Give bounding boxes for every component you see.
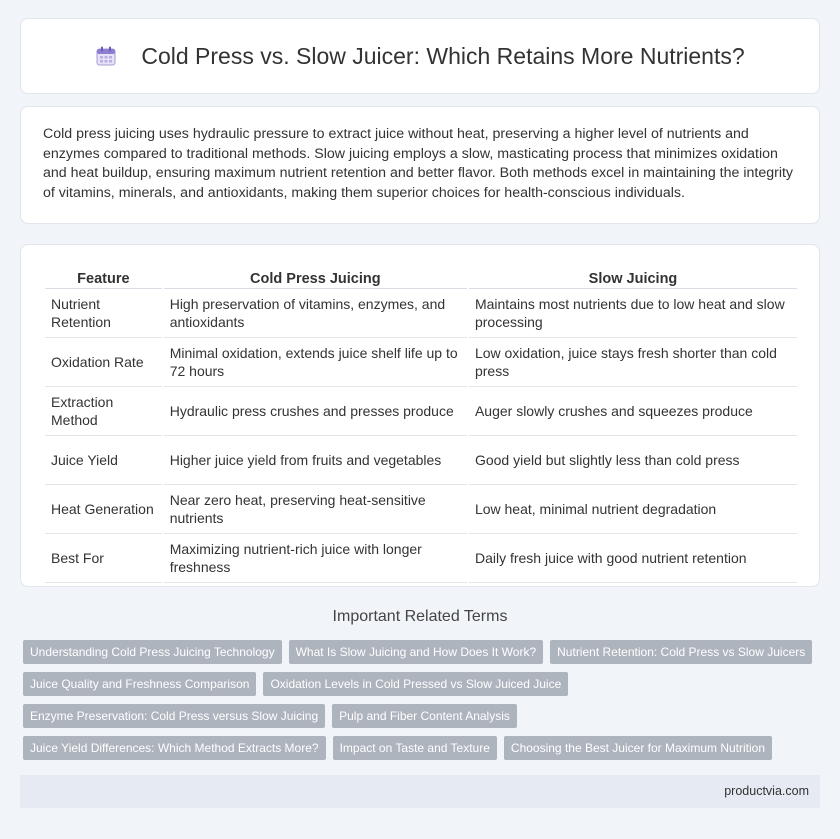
tag-row [23, 704, 823, 728]
table-cell-slow: Low heat, minimal nutrient degradation [469, 485, 797, 534]
table-cell-slow: Good yield but slightly less than cold press [469, 436, 797, 485]
related-term-tag[interactable]: Enzyme Preservation: Cold Press versus Slow Juicing [23, 704, 325, 728]
title-card [20, 18, 820, 94]
related-term-tag[interactable]: Juice Yield Differences: Which Method Extracts More? [23, 736, 326, 760]
table-cell-slow: Daily fresh juice with good nutrient retention [469, 534, 797, 583]
table-row [45, 436, 797, 485]
table-cell-feature: Best For [45, 534, 162, 583]
tag-row [23, 672, 823, 696]
table-cell-cold-press: Hydraulic press crushes and presses produce [164, 387, 467, 436]
table-row [45, 289, 797, 338]
calendar-icon [95, 45, 117, 67]
tag-row [23, 736, 823, 760]
related-terms-title: Important Related Terms [332, 608, 508, 625]
footer [20, 775, 820, 808]
table-cell-feature: Extraction Method [45, 387, 162, 436]
table-cell-cold-press: Near zero heat, preserving heat-sensitive nutrients [164, 485, 467, 534]
table-cell-cold-press: Higher juice yield from fruits and vegetables [164, 436, 467, 485]
table-cell-feature: Oxidation Rate [45, 338, 162, 387]
comparison-table [43, 265, 799, 583]
header-slow-juicing: Slow Juicing [469, 265, 797, 289]
table-header-row [45, 265, 797, 289]
table-row [45, 338, 797, 387]
tag-row [23, 640, 823, 664]
related-term-tag[interactable]: Juice Quality and Freshness Comparison [23, 672, 256, 696]
table-cell-cold-press: Maximizing nutrient-rich juice with longer freshness [164, 534, 467, 583]
table-cell-feature: Heat Generation [45, 485, 162, 534]
related-term-tag[interactable]: Nutrient Retention: Cold Press vs Slow Juicers [550, 640, 812, 664]
header-feature: Feature [45, 265, 162, 289]
table-cell-slow: Maintains most nutrients due to low heat and slow processing [469, 289, 797, 338]
table-cell-cold-press: High preservation of vitamins, enzymes, and antioxidants [164, 289, 467, 338]
comparison-table-card [20, 244, 820, 587]
table-row [45, 485, 797, 534]
related-term-tag[interactable]: Choosing the Best Juicer for Maximum Nutrition [504, 736, 772, 760]
table-row [45, 387, 797, 436]
intro-text: Cold press juicing uses hydraulic pressure to extract juice without heat, preserving a higher level of nutrients and enzymes compared to traditional methods. Slow juicing employs a slow, masticating process that minimizes oxidation and heat buildup, ensuring maximum nutrient retention and better flavor. Both methods excel in maintaining the integrity of vitamins, minerals, and antioxidants, making them superior choices for health-conscious individuals. [43, 126, 794, 201]
related-term-tag[interactable]: Pulp and Fiber Content Analysis [332, 704, 517, 728]
table-cell-feature: Nutrient Retention [45, 289, 162, 338]
table-cell-slow: Auger slowly crushes and squeezes produce [469, 387, 797, 436]
header-cold-press: Cold Press Juicing [164, 265, 467, 289]
intro-card [20, 106, 820, 224]
related-term-tag[interactable]: Understanding Cold Press Juicing Technology [23, 640, 282, 664]
footer-site-link[interactable]: productvia.com [724, 784, 809, 798]
related-term-tag[interactable]: Impact on Taste and Texture [333, 736, 497, 760]
related-terms-list [23, 640, 823, 768]
table-cell-slow: Low oxidation, juice stays fresh shorter than cold press [469, 338, 797, 387]
table-row [45, 534, 797, 583]
related-term-tag[interactable]: What Is Slow Juicing and How Does It Work? [289, 640, 544, 664]
title-text: Cold Press vs. Slow Juicer: Which Retains More Nutrients? [141, 42, 745, 69]
table-cell-cold-press: Minimal oxidation, extends juice shelf life up to 72 hours [164, 338, 467, 387]
related-term-tag[interactable]: Oxidation Levels in Cold Pressed vs Slow Juiced Juice [263, 672, 568, 696]
page-title [95, 43, 744, 70]
table-cell-feature: Juice Yield [45, 436, 162, 485]
